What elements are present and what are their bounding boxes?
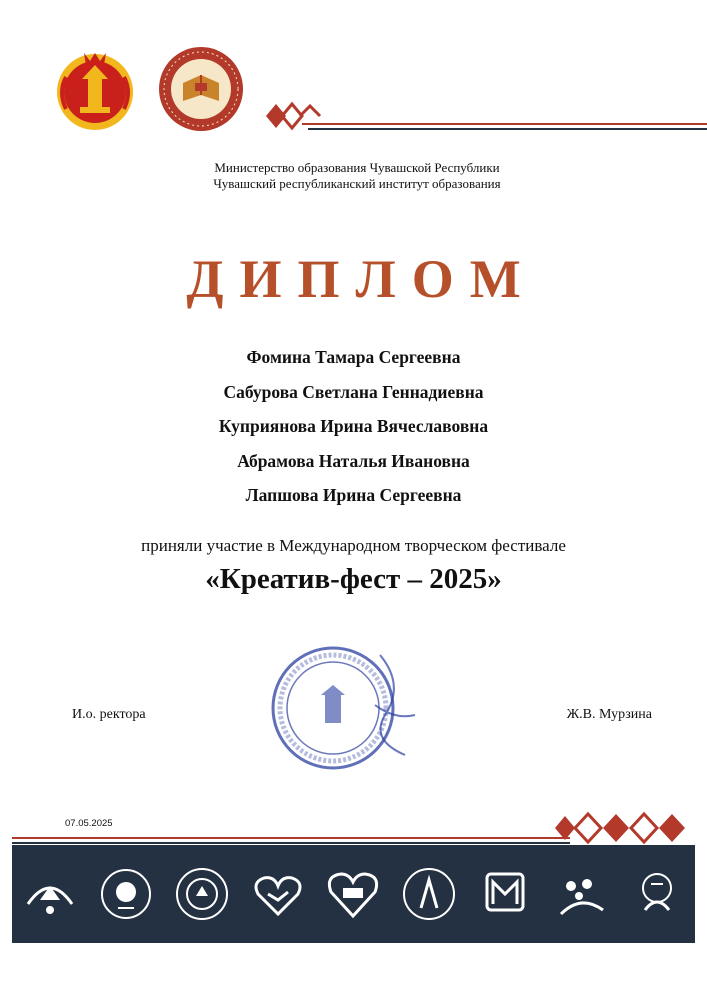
rector-label: И.о. ректора <box>72 707 146 722</box>
best-teacher-logo-icon <box>625 858 689 930</box>
ministry-name: Министерство образования Чувашской Республики <box>214 160 500 175</box>
teacher-of-year-logo-icon <box>18 858 82 930</box>
recipient-name: Фомина Тамара Сергеевна <box>246 347 461 367</box>
top-ornament <box>262 96 707 136</box>
recipient-names <box>0 340 707 513</box>
recipient-name: Абрамова Наталья Ивановна <box>237 450 470 471</box>
official-seal-icon <box>255 645 430 775</box>
recipient-name: Лапшова Ирина Сергеевна <box>245 485 462 505</box>
festival-name: «Креатив-фест – 2025» <box>205 563 502 595</box>
award-logo-icon <box>94 858 158 930</box>
methodist-logo-icon <box>473 858 537 930</box>
chuvash-emblem-icon <box>52 47 138 133</box>
handshake-heart-logo-icon <box>246 858 310 930</box>
bottom-ornament <box>0 800 707 850</box>
diploma-title: ДИПЛОМ <box>186 249 537 309</box>
pedagogy-contest-logo-icon <box>397 858 461 930</box>
heart-team-logo-icon <box>321 858 385 930</box>
partner-logos-band <box>12 845 695 943</box>
rector-name: Ж.В. Мурзина <box>566 707 652 722</box>
issue-date: 07.05.2025 <box>65 818 113 829</box>
ministry-header <box>0 160 707 192</box>
institute-logo-icon <box>157 45 245 133</box>
recipient-name: Сабурова Светлана Геннадиевна <box>223 381 484 402</box>
recipient-name: Куприянова Ирина Вячеславовна <box>218 416 489 436</box>
family-logo-icon <box>549 858 613 930</box>
institute-name: Чувашский республиканский институт образования <box>213 176 501 191</box>
pedagogical-debut-logo-icon <box>170 858 234 930</box>
participation-text: приняли участие в Международном творческом фестивале <box>141 536 566 555</box>
